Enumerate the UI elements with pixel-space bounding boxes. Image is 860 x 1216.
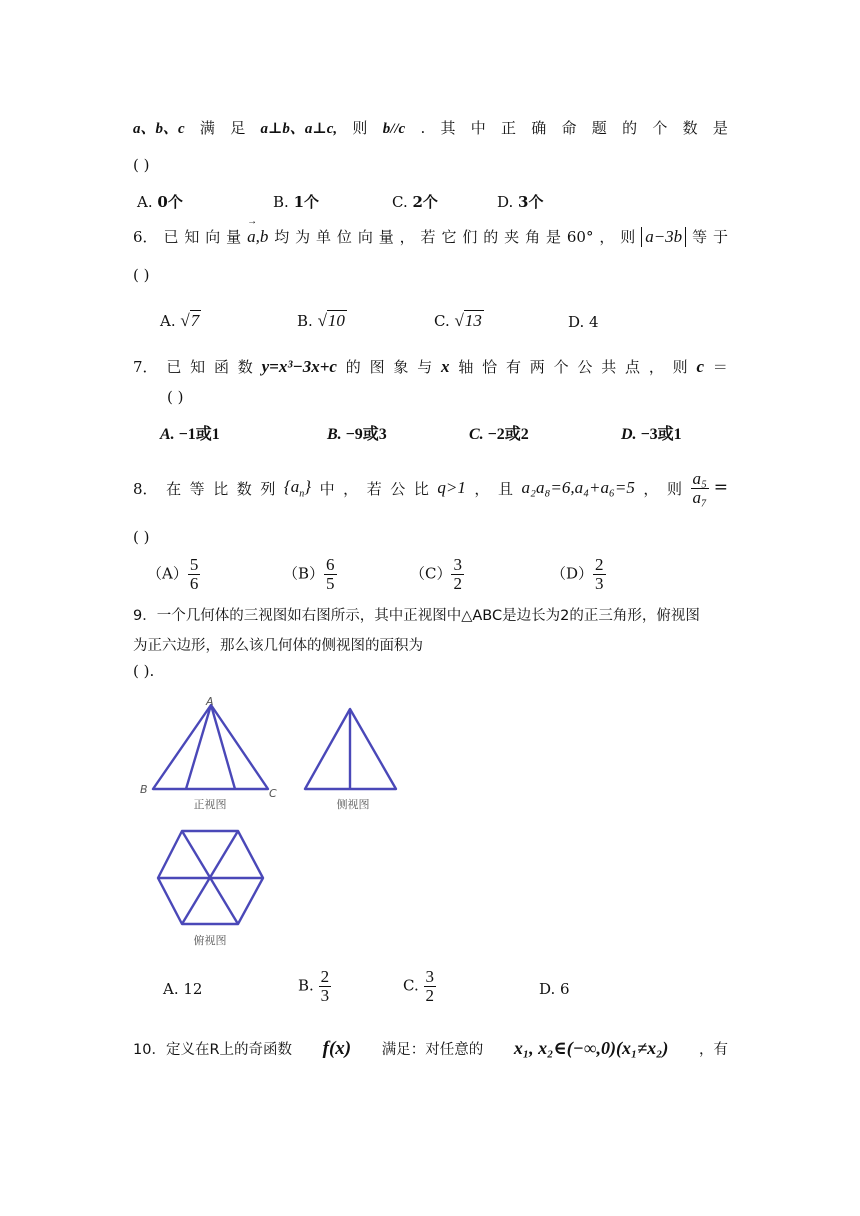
q6-char: 于 (712, 228, 728, 246)
front-view-inner-line-right (211, 705, 235, 789)
q6-char: 角 (525, 228, 541, 246)
q6-char: 们 (462, 228, 478, 246)
q6-char: 已 (163, 228, 179, 246)
front-view-label: 正视图 (193, 798, 227, 811)
front-view-triangle (153, 705, 268, 789)
vertex-a-label: A (206, 695, 214, 708)
q7-char: 则 (672, 358, 688, 376)
q6-char: 它 (441, 228, 457, 246)
q5-char: 足 (230, 119, 246, 137)
q5-char: 是 (712, 119, 728, 137)
q7-char: 公 (577, 358, 593, 376)
q8-char: ， (474, 479, 490, 498)
q7-char: 两 (529, 358, 545, 376)
q6-number: 6． (133, 228, 158, 246)
top-view-diagonal-2 (182, 831, 238, 924)
q6-char: 向 (357, 228, 373, 246)
q8-char: 数 (236, 479, 252, 498)
q8-option-a: （A） $\frac{5}{6}$ (147, 555, 199, 593)
q5-answer-paren: ( ) (133, 156, 150, 174)
q6-option-b: B. √10 (297, 311, 345, 330)
q7-x-var: x (441, 357, 450, 376)
q9-text-line-1: 9．一个几何体的三视图如右图所示，其中正视图中△ABC是边长为2的正三角形，俯视图 (133, 608, 700, 624)
q8-char: 比 (413, 479, 429, 498)
q10-function: f(x) (322, 1038, 352, 1059)
q7-char: 函 (213, 358, 229, 376)
q6-char: 单 (316, 228, 332, 246)
q7-option-b: B. −9或3 (327, 426, 387, 443)
vertex-b-label: B (140, 783, 148, 796)
q8-char: 中 (319, 479, 335, 498)
q5-option-d: D. 3个 (497, 193, 544, 211)
q7-char: 与 (417, 358, 433, 376)
q7-char: 轴 (458, 358, 474, 376)
q7-char: 恰 (482, 358, 498, 376)
q8-option-d: （D） $\frac{2}{3}$ (551, 555, 604, 593)
q6-char: 的 (483, 228, 499, 246)
q8-char: 列 (260, 479, 276, 498)
q7-function-expression: y=x³−3x+c (261, 357, 337, 376)
q8-char: 公 (390, 479, 406, 498)
q8-sequence: $\{a_n\}$ (283, 476, 312, 500)
q5-char: . (420, 119, 426, 137)
q8-conditions: a₂a₈=6,a₄+a₆=5 (521, 478, 635, 497)
q6-option-c: C. √13 (434, 311, 482, 330)
q9-option-c: C. $\frac{3}{2}$ (403, 967, 434, 1005)
q10-middle: 满足：对任意的 (381, 1042, 484, 1058)
q6-char: 为 (295, 228, 311, 246)
q6-char: 位 (336, 228, 352, 246)
q6-option-d: D. 4 (568, 313, 599, 331)
q7-char: 已 (166, 358, 182, 376)
q6-char: 均 (274, 228, 290, 246)
q7-char: 共 (601, 358, 617, 376)
q7-char: 点 (625, 358, 641, 376)
q7-char: 数 (237, 358, 253, 376)
q8-char: ， (643, 479, 659, 498)
q8-char: 等 (189, 479, 205, 498)
q6-char: 若 (420, 228, 436, 246)
top-view-hexagon (158, 831, 263, 924)
q5-option-a: A. 0个 (137, 193, 183, 211)
q7-char: 图 (369, 358, 385, 376)
q5-char: 数 (682, 119, 698, 137)
q5-option-b: B. 1个 (273, 193, 320, 211)
q8-number: 8． (133, 479, 158, 498)
q5-char: 其 (440, 119, 456, 137)
q6-char: 等 (692, 228, 708, 246)
q10-prefix: 10．定义在R上的奇函数 (133, 1042, 293, 1058)
side-view-label: 侧视图 (336, 798, 370, 811)
q5-vars: a、b、c (133, 121, 185, 137)
top-view-label: 俯视图 (193, 934, 227, 947)
q5-char: 正 (501, 119, 517, 137)
q5-statement-line (133, 117, 728, 138)
q6-char: ， (399, 228, 415, 246)
q8-ratio-expression: $\frac{\text{a₅}}{\text{a₇}}$ = (692, 468, 728, 507)
q6-char: 夹 (504, 228, 520, 246)
q8-char: ， (343, 479, 359, 498)
q10-condition: x₁, x₂∈(−∞,0)(x₁≠x₂) (513, 1038, 669, 1058)
q7-char: 个 (553, 358, 569, 376)
q7-char: 的 (345, 358, 361, 376)
q9-text-line-2: 为正六边形，那么该几何体的侧视图的面积为 (133, 638, 423, 654)
q8-statement-line (133, 468, 728, 508)
front-view-inner-line-left (186, 705, 211, 789)
q6-angle: 60° (566, 228, 594, 246)
q8-char: 在 (166, 479, 182, 498)
q5-parallel-condition: b//c (382, 121, 406, 137)
q6-char: 则 (620, 228, 636, 246)
q9-option-d: D. 6 (539, 980, 570, 998)
q5-perp-condition: a⊥b、a⊥c, (260, 121, 338, 137)
q6-option-a: A. √7 (160, 311, 200, 330)
q7-statement-line (133, 356, 728, 377)
q5-char: 命 (561, 119, 577, 137)
q7-char: ， (648, 358, 664, 376)
q10-statement-line (133, 1038, 728, 1060)
q8-char: 若 (366, 479, 382, 498)
q7-c-var: c (696, 357, 704, 376)
q6-statement-line (133, 226, 728, 247)
top-view-diagonal-1 (182, 831, 238, 924)
q7-option-c: C. −2或2 (469, 426, 529, 443)
q9-answer-paren: ( ). (133, 662, 155, 680)
q7-char: 知 (190, 358, 206, 376)
q9-option-a: A. 12 (163, 980, 203, 998)
q7-answer-paren: ( ) (167, 388, 184, 406)
q6-char: ， (599, 228, 615, 246)
vertex-c-label: C (269, 787, 277, 800)
q6-char: 向 (205, 228, 221, 246)
q7-option-a: A. −1或1 (160, 426, 220, 443)
q8-char: 则 (666, 479, 682, 498)
q6-char: 量 (378, 228, 394, 246)
q8-char: 比 (213, 479, 229, 498)
q6-char: 是 (545, 228, 561, 246)
q7-char: 有 (505, 358, 521, 376)
q5-char: 则 (352, 119, 368, 137)
q7-number: 7． (133, 358, 158, 376)
q8-option-c: （C） $\frac{3}{2}$ (410, 555, 462, 593)
side-view-triangle (305, 709, 396, 789)
q7-char: ＝ (712, 358, 728, 376)
q7-char: 象 (393, 358, 409, 376)
q10-suffix: ，有 (698, 1042, 728, 1058)
q9-option-b: B. $\frac{2}{3}$ (298, 967, 330, 1005)
q5-option-c: C. 2个 (392, 193, 438, 211)
q6-char: 量 (226, 228, 242, 246)
q6-answer-paren: ( ) (133, 266, 150, 284)
q5-char: 确 (531, 119, 547, 137)
q8-option-b: （B） $\frac{6}{5}$ (283, 555, 335, 593)
q5-char: 题 (591, 119, 607, 137)
q5-char: 中 (470, 119, 486, 137)
q8-answer-paren: ( ) (133, 528, 150, 546)
q6-magnitude-expression: a−3b (641, 227, 686, 247)
q8-ratio-condition: q>1 (437, 478, 466, 497)
q5-char: 满 (199, 119, 215, 137)
q6-char: 知 (184, 228, 200, 246)
q5-char: 的 (622, 119, 638, 137)
q7-option-d: D. −3或1 (621, 426, 682, 443)
q8-char: 且 (497, 479, 513, 498)
q5-char: 个 (652, 119, 668, 137)
q6-vectors: → a,b (247, 227, 268, 247)
